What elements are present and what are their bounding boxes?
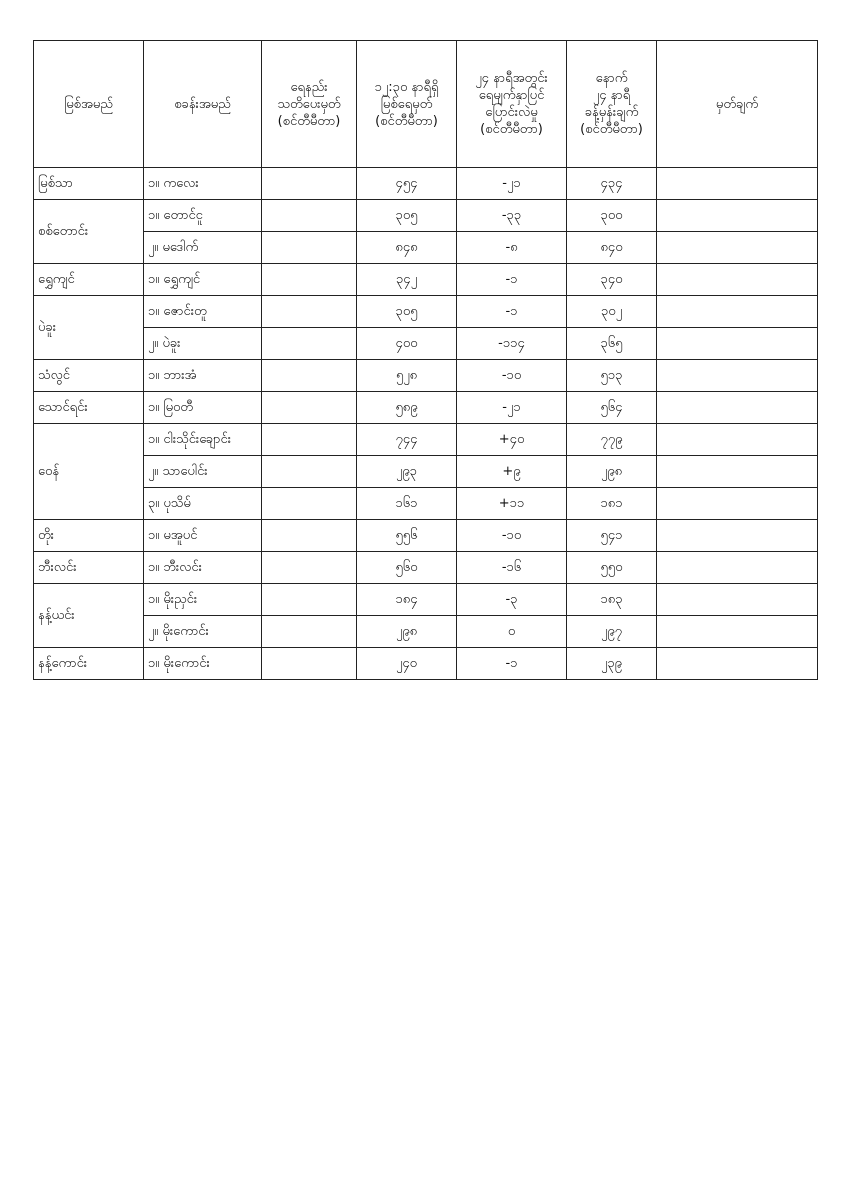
table-header [34, 41, 818, 168]
forecast-cell: ၂၉၈ [567, 456, 657, 488]
river-name-cell: ဘီးလင်း [34, 552, 144, 584]
level-change-cell: +၉ [457, 456, 567, 488]
header-station: စခန်းအမည် [144, 41, 262, 168]
table-row [34, 648, 818, 680]
low-warning-cell [262, 392, 357, 424]
remark-cell [657, 200, 818, 232]
low-warning-cell [262, 296, 357, 328]
table-row [34, 200, 818, 232]
forecast-cell: ၁၈၃ [567, 584, 657, 616]
river-name-cell: မြစ်သာ [34, 168, 144, 200]
header-low-warning: ရေနည်း သတိပေးမှတ် (စင်တီမီတာ) [262, 41, 357, 168]
low-warning-cell [262, 520, 357, 552]
level-change-cell: -၃ [457, 584, 567, 616]
table-body [34, 168, 818, 680]
remark-cell [657, 424, 818, 456]
table-row [34, 232, 818, 264]
river-name-cell: နန့်ယင်း [34, 584, 144, 648]
current-level-cell: ၂၉၃ [357, 456, 457, 488]
low-warning-cell [262, 552, 357, 584]
current-level-cell: ၃၀၅ [357, 200, 457, 232]
current-level-cell: ၅၂၈ [357, 360, 457, 392]
station-name-cell: ၂။ မိုးကောင်း [144, 616, 262, 648]
forecast-cell: ၅၆၄ [567, 392, 657, 424]
low-warning-cell [262, 456, 357, 488]
remark-cell [657, 232, 818, 264]
level-change-cell: -၂၁ [457, 392, 567, 424]
header-river: မြစ်အမည် [34, 41, 144, 168]
forecast-cell: ၈၄၀ [567, 232, 657, 264]
station-name-cell: ၁။ ရွှေကျင် [144, 264, 262, 296]
forecast-cell: ၃၆၅ [567, 328, 657, 360]
table-row [34, 616, 818, 648]
low-warning-cell [262, 360, 357, 392]
level-change-cell: -၁၀ [457, 520, 567, 552]
table-row [34, 584, 818, 616]
table-row [34, 520, 818, 552]
current-level-cell: ၄၅၄ [357, 168, 457, 200]
level-change-cell: ၀ [457, 616, 567, 648]
header-remark: မှတ်ချက် [657, 41, 818, 168]
forecast-cell: ၁၈၁ [567, 488, 657, 520]
current-level-cell: ၅၈၉ [357, 392, 457, 424]
forecast-cell: ၇၇၉ [567, 424, 657, 456]
current-level-cell: ၂၄၀ [357, 648, 457, 680]
current-level-cell: ၄၀၀ [357, 328, 457, 360]
river-name-cell: ပဲခူး [34, 296, 144, 360]
current-level-cell: ၁၈၄ [357, 584, 457, 616]
forecast-cell: ၄၃၄ [567, 168, 657, 200]
header-24h-forecast: နောက် ၂၄ နာရီ ခန့်မှန်းချက် (စင်တီမီတာ) [567, 41, 657, 168]
station-name-cell: ၂။ သာပေါင်း [144, 456, 262, 488]
station-name-cell: ၁။ ဘီးလင်း [144, 552, 262, 584]
forecast-cell: ၅၄၁ [567, 520, 657, 552]
station-name-cell: ၁။ မြဝတီ [144, 392, 262, 424]
forecast-cell: ၅၅၀ [567, 552, 657, 584]
station-name-cell: ၁။ မိုးကောင်း [144, 648, 262, 680]
remark-cell [657, 296, 818, 328]
low-warning-cell [262, 424, 357, 456]
remark-cell [657, 264, 818, 296]
level-change-cell: +၁၁ [457, 488, 567, 520]
header-current-level: ၁၂:၃၀ နာရီရှိ မြစ်ရေမှတ် (စင်တီမီတာ) [357, 41, 457, 168]
table-row [34, 552, 818, 584]
river-level-table [33, 40, 818, 680]
remark-cell [657, 488, 818, 520]
table-row [34, 168, 818, 200]
current-level-cell: ၈၄၈ [357, 232, 457, 264]
level-change-cell: -၁၀ [457, 360, 567, 392]
header-row [34, 41, 818, 168]
level-change-cell: -၃၃ [457, 200, 567, 232]
remark-cell [657, 520, 818, 552]
level-change-cell: -၁ [457, 296, 567, 328]
station-name-cell: ၁။ ကလေး [144, 168, 262, 200]
current-level-cell: ၅၅၆ [357, 520, 457, 552]
forecast-cell: ၃၀၀ [567, 200, 657, 232]
table-row [34, 360, 818, 392]
remark-cell [657, 456, 818, 488]
current-level-cell: ၂၉၈ [357, 616, 457, 648]
level-change-cell: -၁ [457, 264, 567, 296]
remark-cell [657, 552, 818, 584]
remark-cell [657, 616, 818, 648]
remark-cell [657, 360, 818, 392]
level-change-cell: -၁၁၄ [457, 328, 567, 360]
river-name-cell: စစ်တောင်း [34, 200, 144, 264]
river-name-cell: သံလွင် [34, 360, 144, 392]
river-name-cell: ရွှေကျင် [34, 264, 144, 296]
current-level-cell: ၇၄၄ [357, 424, 457, 456]
low-warning-cell [262, 616, 357, 648]
table-row [34, 392, 818, 424]
low-warning-cell [262, 232, 357, 264]
current-level-cell: ၁၆၁ [357, 488, 457, 520]
station-name-cell: ၁။ ဘားအံ [144, 360, 262, 392]
remark-cell [657, 392, 818, 424]
table-row [34, 296, 818, 328]
station-name-cell: ၂။ ပဲခူး [144, 328, 262, 360]
current-level-cell: ၃၄၂ [357, 264, 457, 296]
remark-cell [657, 168, 818, 200]
low-warning-cell [262, 168, 357, 200]
remark-cell [657, 328, 818, 360]
station-name-cell: ၁။ တောင်ငူ [144, 200, 262, 232]
low-warning-cell [262, 584, 357, 616]
header-24h-change: ၂၄ နာရီအတွင်း ရေမျက်နှာပြင် ပြောင်းလဲမှု (စင်တီမီတာ) [457, 41, 567, 168]
low-warning-cell [262, 488, 357, 520]
river-name-cell: သောင်ရင်း [34, 392, 144, 424]
low-warning-cell [262, 648, 357, 680]
level-change-cell: -၈ [457, 232, 567, 264]
forecast-cell: ၂၃၉ [567, 648, 657, 680]
low-warning-cell [262, 328, 357, 360]
forecast-cell: ၃၀၂ [567, 296, 657, 328]
table-row [34, 328, 818, 360]
table-row [34, 264, 818, 296]
table-row [34, 424, 818, 456]
forecast-cell: ၃၄၀ [567, 264, 657, 296]
station-name-cell: ၁။ မအူပင် [144, 520, 262, 552]
level-change-cell: -၁၆ [457, 552, 567, 584]
level-change-cell: +၄၀ [457, 424, 567, 456]
station-name-cell: ၂။ မဒေါက် [144, 232, 262, 264]
forecast-cell: ၂၉၇ [567, 616, 657, 648]
river-name-cell: တိုး [34, 520, 144, 552]
station-name-cell: ၃။ ပုသိမ် [144, 488, 262, 520]
current-level-cell: ၅၆၀ [357, 552, 457, 584]
level-change-cell: -၂၁ [457, 168, 567, 200]
station-name-cell: ၁။ ဇောင်းတူ [144, 296, 262, 328]
river-name-cell: နန့်ကောင်း [34, 648, 144, 680]
level-change-cell: -၁ [457, 648, 567, 680]
river-name-cell: ဝေန် [34, 424, 144, 520]
low-warning-cell [262, 264, 357, 296]
station-name-cell: ၁။ မိုးညှင်း [144, 584, 262, 616]
forecast-cell: ၅၁၃ [567, 360, 657, 392]
remark-cell [657, 648, 818, 680]
remark-cell [657, 584, 818, 616]
station-name-cell: ၁။ ငါးသိုင်းချောင်း [144, 424, 262, 456]
current-level-cell: ၃၀၅ [357, 296, 457, 328]
low-warning-cell [262, 200, 357, 232]
table-row [34, 456, 818, 488]
table-row [34, 488, 818, 520]
